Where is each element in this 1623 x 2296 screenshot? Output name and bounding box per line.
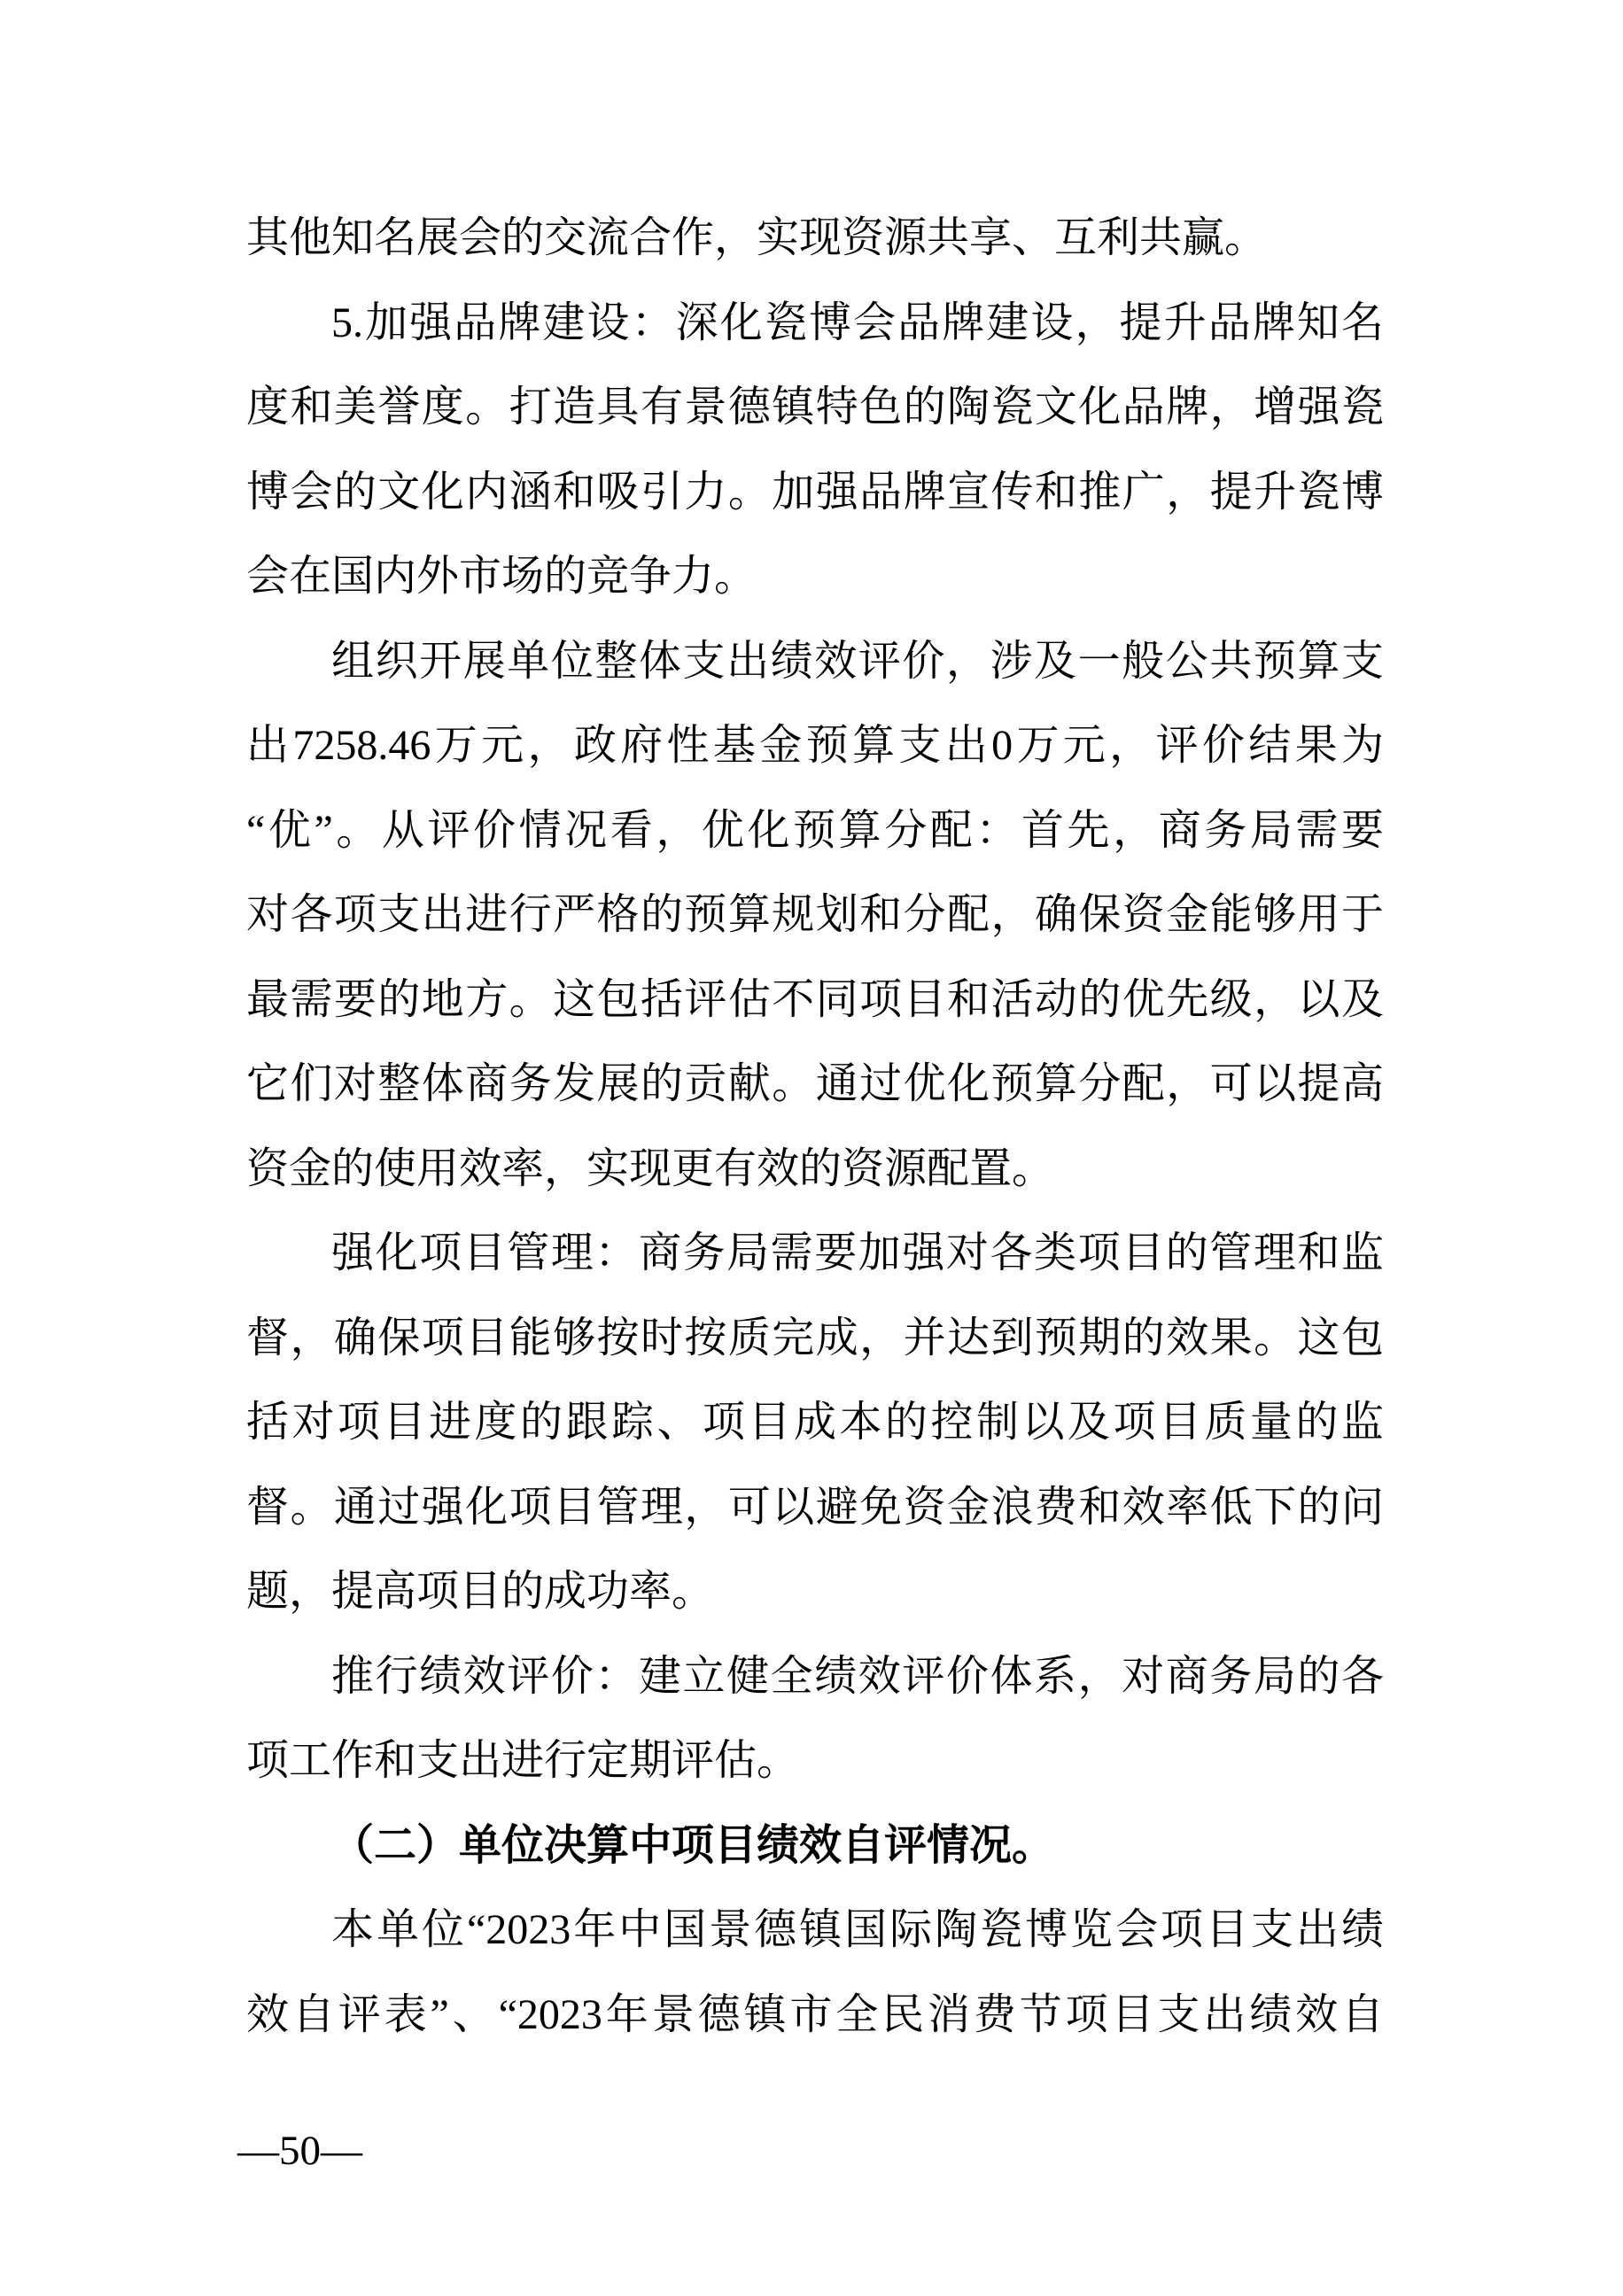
text-line: 推行绩效评价：建立健全绩效评价体系，对商务局的各 [331, 1652, 1384, 1700]
text-line: “优”。从评价情况看，优化预算分配：首先，商务局需要 [246, 806, 1384, 854]
text-line: 其他知名展会的交流合作，实现资源共享、互利共赢。 [246, 214, 1268, 261]
text-line: 强化项目管理：商务局需要加强对各类项目的管理和监 [331, 1229, 1384, 1276]
text-column [246, 196, 1384, 2057]
text-line: 本单位“2023年中国景德镇国际陶瓷博览会项目支出绩 [331, 1906, 1384, 1953]
text-line: 效自评表”、“2023年景德镇市全民消费节项目支出绩效自 [246, 1990, 1384, 2038]
text-line: 督。通过强化项目管理，可以避免资金浪费和效率低下的问 [246, 1483, 1384, 1531]
text-line: 5.加强品牌建设：深化瓷博会品牌建设，提升品牌知名 [331, 299, 1384, 346]
text-line: 督，确保项目能够按时按质完成，并达到预期的效果。这包 [246, 1314, 1384, 1361]
text-line: 组织开展单位整体支出绩效评价，涉及一般公共预算支 [331, 637, 1384, 685]
text-line: 括对项目进度的跟踪、项目成本的控制以及项目质量的监 [246, 1399, 1384, 1446]
text-line: 项工作和支出进行定期评估。 [246, 1737, 800, 1784]
text-line: 出7258.46万元，政府性基金预算支出0万元，评价结果为 [246, 722, 1384, 769]
text-line: 它们对整体商务发展的贡献。通过优化预算分配，可以提高 [246, 1060, 1384, 1107]
page-number: —50— [237, 2128, 362, 2174]
text-line: 资金的使用效率，实现更有效的资源配置。 [246, 1144, 1055, 1192]
text-line: 博会的文化内涵和吸引力。加强品牌宣传和推广，提升瓷博 [246, 468, 1384, 516]
text-line: 度和美誉度。打造具有景德镇特色的陶瓷文化品牌，增强瓷 [246, 384, 1384, 430]
text-line: 最需要的地方。这包括评估不同项目和活动的优先级，以及 [246, 975, 1384, 1023]
text-line: 对各项支出进行严格的预算规划和分配，确保资金能够用于 [246, 891, 1384, 938]
section-heading: （二）单位决算中项目绩效自评情况。 [331, 1821, 1055, 1869]
text-line: 会在国内外市场的竞争力。 [246, 553, 757, 600]
text-line: 题，提高项目的成功率。 [246, 1568, 715, 1615]
